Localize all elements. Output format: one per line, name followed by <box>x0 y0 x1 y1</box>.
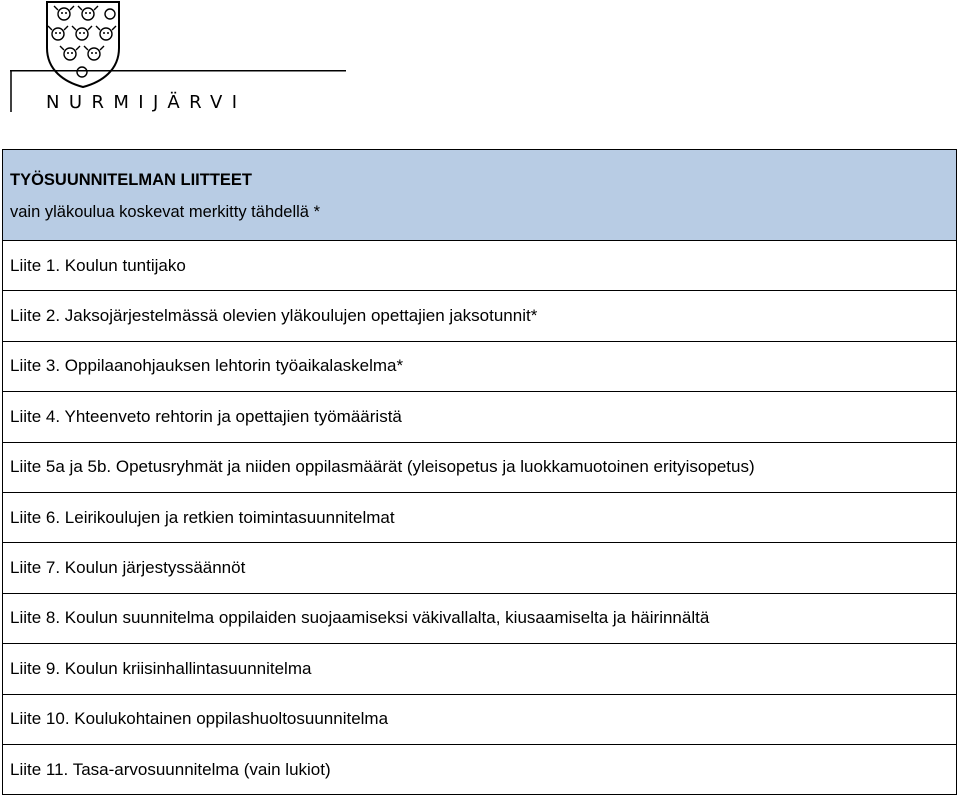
annex-item: Liite 2. Jaksojärjestelmässä olevien yläkoulujen opettajien jaksotunnit* <box>3 291 957 341</box>
table-row <box>3 744 957 794</box>
table-row <box>3 392 957 442</box>
table-header-row <box>3 150 957 241</box>
annex-item: Liite 9. Koulun kriisinhallintasuunnitelma <box>3 644 957 694</box>
municipality-header <box>0 0 960 120</box>
annex-item: Liite 10. Koulukohtainen oppilashuoltosuunnitelma <box>3 694 957 744</box>
annex-item: Liite 5a ja 5b. Opetusryhmät ja niiden oppilasmäärät (yleisopetus ja luokkamuotoinen erityisopetus) <box>3 442 957 492</box>
annex-item: Liite 4. Yhteenveto rehtorin ja opettajien työmääristä <box>3 392 957 442</box>
table-note: vain yläkoulua koskevat merkitty tähdellä * <box>10 203 320 221</box>
table-row <box>3 694 957 744</box>
table-row <box>3 241 957 291</box>
annex-item: Liite 1. Koulun tuntijako <box>3 241 957 291</box>
table-row <box>3 341 957 391</box>
annex-item: Liite 8. Koulun suunnitelma oppilaiden suojaamiseksi väkivallalta, kiusaamiselta ja häirinnältä <box>3 593 957 643</box>
table-header-cell <box>3 150 957 241</box>
annex-table <box>2 149 957 795</box>
annex-item: Liite 6. Leirikoulujen ja retkien toimintasuunnitelmat <box>3 492 957 542</box>
table-row <box>3 442 957 492</box>
table-row <box>3 492 957 542</box>
municipality-name: NURMIJÄRVI <box>46 92 247 113</box>
annex-item: Liite 7. Koulun järjestyssäännöt <box>3 543 957 593</box>
table-row <box>3 644 957 694</box>
table-row <box>3 291 957 341</box>
annex-item: Liite 11. Tasa-arvosuunnitelma (vain lukiot) <box>3 744 957 794</box>
table-row <box>3 593 957 643</box>
table-row <box>3 543 957 593</box>
table-title: TYÖSUUNNITELMAN LIITTEET <box>10 171 252 189</box>
annex-item: Liite 3. Oppilaanohjauksen lehtorin työaikalaskelma* <box>3 341 957 391</box>
